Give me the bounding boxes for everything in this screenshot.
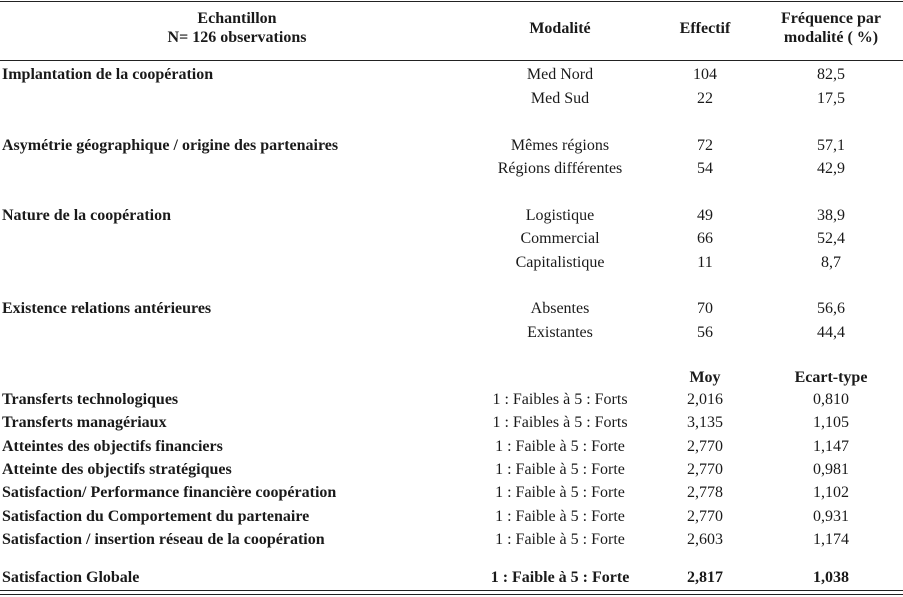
- sample-header-line2: N= 126 observations: [167, 29, 307, 46]
- table-cell-frequence: 42,9: [817, 160, 845, 177]
- table-bottom-rule: [0, 590, 903, 591]
- table-cell-modalite: Med Nord: [526, 66, 594, 83]
- table-cell-modalite: Régions différentes: [497, 160, 623, 177]
- table-cell-modalite: Capitalistique: [515, 254, 605, 271]
- table-cell-effectif: 56: [697, 324, 713, 341]
- scale-ecart: 0,931: [813, 508, 849, 525]
- sample-header: [2, 9, 472, 47]
- group-label: Nature de la coopération: [2, 207, 172, 224]
- scale-moy: 2,603: [687, 531, 723, 548]
- table-cell-effectif: 54: [697, 160, 713, 177]
- scale-moy: 3,135: [687, 414, 723, 431]
- scale-modalite: 1 : Faibles à 5 : Forts: [492, 391, 628, 408]
- scale-moy: 2,770: [687, 461, 723, 478]
- scale-ecart: 0,981: [813, 461, 849, 478]
- table-cell-frequence: 44,4: [817, 324, 845, 341]
- table-cell-modalite: Med Sud: [530, 90, 590, 107]
- scale-modalite: 1 : Faible à 5 : Forte: [495, 531, 625, 548]
- table-cell-modalite: Mêmes régions: [510, 137, 610, 154]
- scale-label: Satisfaction du Comportement du partenaire: [2, 508, 310, 525]
- table-cell-frequence: 82,5: [817, 66, 845, 83]
- global-moy: 2,817: [687, 569, 723, 586]
- frequence-header-line2: modalité ( %): [783, 29, 879, 46]
- scale-modalite: 1 : Faible à 5 : Forte: [495, 461, 625, 478]
- scale-moy: 2,016: [687, 391, 723, 408]
- table-cell-modalite: Absentes: [530, 300, 590, 317]
- global-ecart: 1,038: [813, 569, 849, 586]
- table-cell-frequence: 56,6: [817, 300, 845, 317]
- table-cell-effectif: 49: [697, 207, 713, 224]
- table-cell-effectif: 72: [697, 137, 713, 154]
- scale-modalite: 1 : Faible à 5 : Forte: [495, 508, 625, 525]
- scale-modalite: 1 : Faible à 5 : Forte: [495, 484, 625, 501]
- group-label: Existence relations antérieures: [2, 300, 212, 317]
- scale-ecart: 1,105: [813, 414, 849, 431]
- modalite-header: Modalité: [529, 20, 591, 37]
- moy-header: Moy: [689, 369, 721, 386]
- scale-moy: 2,770: [687, 508, 723, 525]
- table-cell-effectif: 66: [697, 230, 713, 247]
- table-cell-effectif: 104: [693, 66, 717, 83]
- scale-label: Transferts technologiques: [2, 391, 179, 408]
- scale-ecart: 1,174: [813, 531, 849, 548]
- table-cell-frequence: 57,1: [817, 137, 845, 154]
- group-label: Asymétrie géographique / origine des partenaires: [2, 137, 339, 154]
- group-label: Implantation de la coopération: [2, 66, 214, 83]
- scale-label: Satisfaction / insertion réseau de la coopération: [2, 531, 325, 548]
- scale-moy: 2,770: [687, 438, 723, 455]
- table-cell-frequence: 17,5: [817, 90, 845, 107]
- table-cell-frequence: 52,4: [817, 230, 845, 247]
- scale-label: Satisfaction/ Performance financière coopération: [2, 484, 337, 501]
- sample-header-line1: Echantillon: [197, 10, 277, 27]
- frequence-header: [760, 9, 902, 47]
- table-cell-modalite: Existantes: [527, 324, 593, 341]
- table-cell-frequence: 8,7: [821, 254, 841, 271]
- scale-ecart: 0,810: [813, 391, 849, 408]
- table-cell-modalite: Logistique: [525, 207, 595, 224]
- scale-label: Atteintes des objectifs financiers: [2, 438, 223, 455]
- table-cell-modalite: Commercial: [520, 230, 600, 247]
- table-cell-effectif: 11: [697, 254, 713, 271]
- table-cell-frequence: 38,9: [817, 207, 845, 224]
- table-bottom-rule-double: [0, 594, 903, 595]
- global-label: Satisfaction Globale: [2, 569, 140, 586]
- scale-label: Atteinte des objectifs stratégiques: [2, 461, 232, 478]
- scale-ecart: 1,147: [813, 438, 849, 455]
- effectif-header: Effectif: [679, 20, 731, 37]
- scale-ecart: 1,102: [813, 484, 849, 501]
- scale-modalite: 1 : Faible à 5 : Forte: [495, 438, 625, 455]
- scale-label: Transferts managériaux: [2, 414, 167, 431]
- scale-modalite: 1 : Faibles à 5 : Forts: [492, 414, 628, 431]
- table-cell-effectif: 70: [697, 300, 713, 317]
- ecart-type-header: Ecart-type: [794, 369, 868, 386]
- table-cell-effectif: 22: [697, 90, 713, 107]
- global-modalite: 1 : Faible à 5 : Forte: [490, 569, 630, 586]
- table-top-rule: [0, 1, 903, 2]
- header-rule: [0, 60, 903, 61]
- scale-moy: 2,778: [687, 484, 723, 501]
- frequence-header-line1: Fréquence par: [781, 10, 881, 27]
